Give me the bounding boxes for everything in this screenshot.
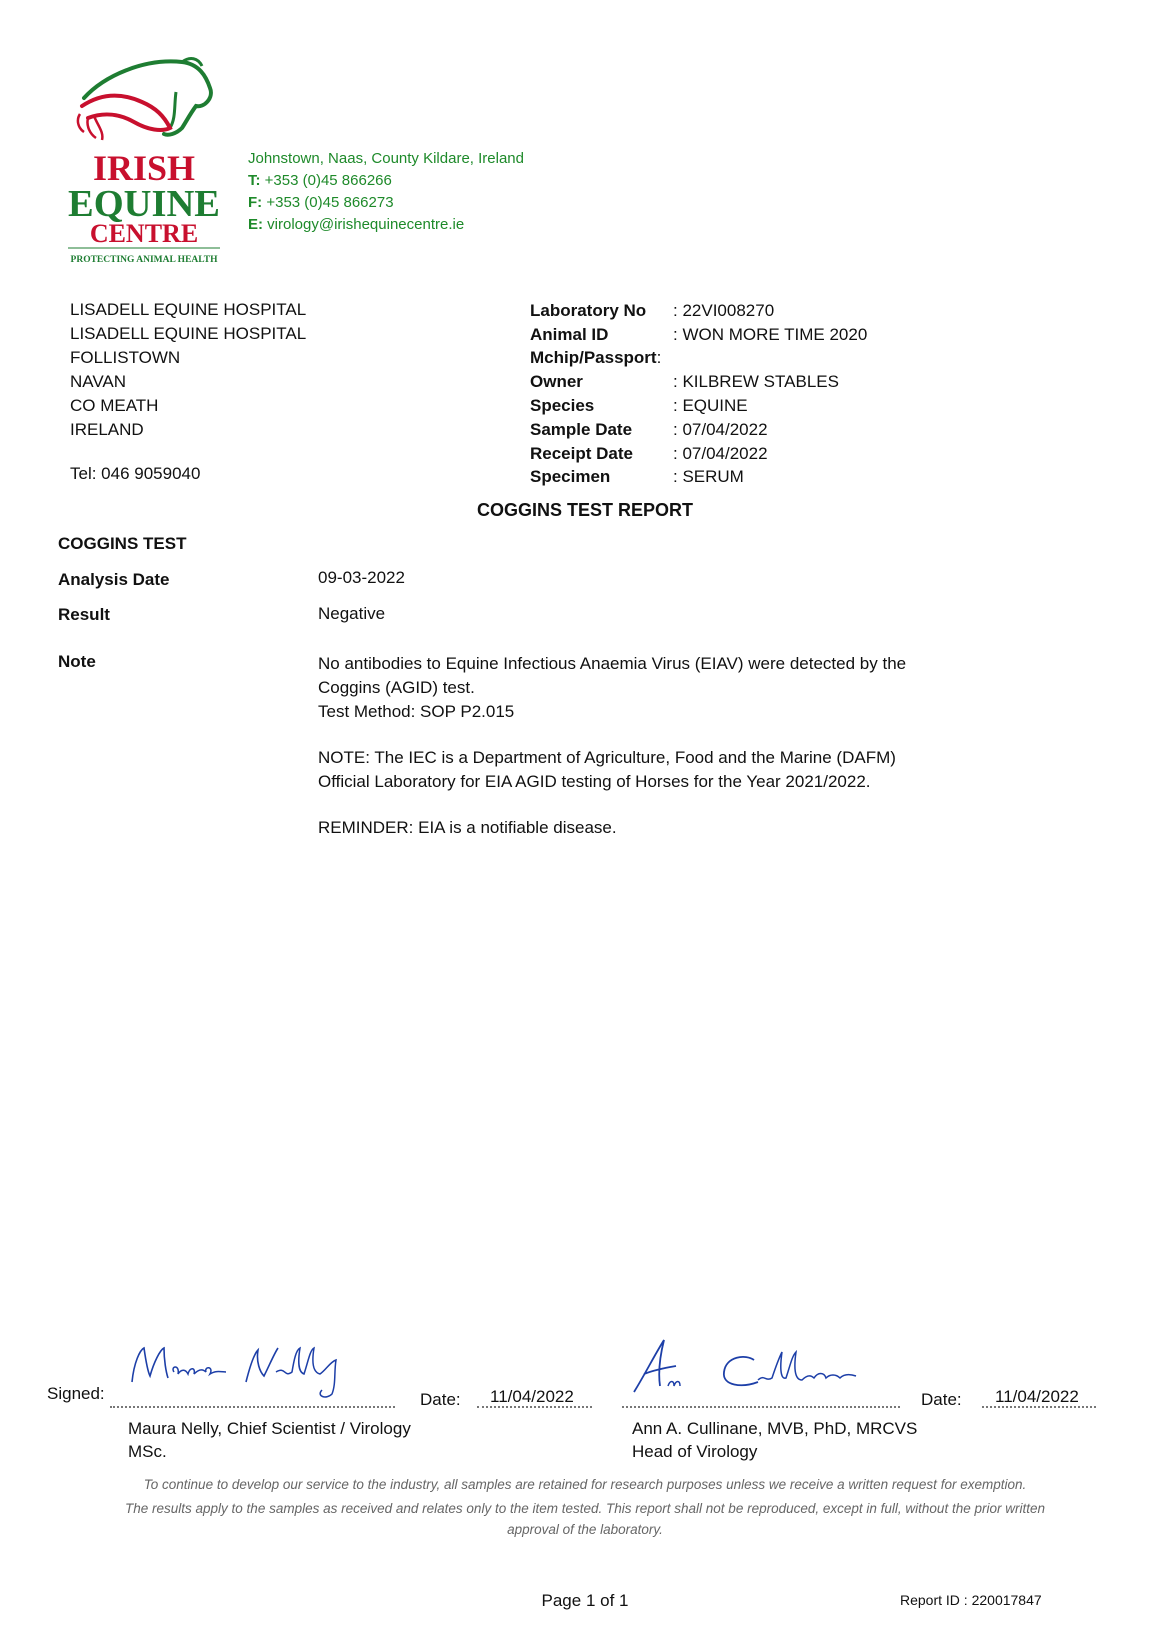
handwritten-signature-icon: [126, 1342, 406, 1402]
handwritten-signature-icon: [630, 1336, 890, 1398]
note-paragraph: Test Method: SOP P2.015: [318, 702, 515, 721]
note-label: Note: [58, 652, 96, 671]
signatory-name: [632, 1417, 917, 1463]
info-label: Animal ID: [530, 324, 609, 344]
info-row: [530, 442, 867, 466]
info-row: [530, 323, 867, 347]
lab-contact-block: [248, 148, 524, 236]
date-label: Date:: [921, 1390, 962, 1409]
info-value: : 07/04/2022: [673, 443, 768, 463]
svg-text:CENTRE: CENTRE: [89, 219, 199, 248]
info-label: Specimen: [530, 467, 611, 487]
lab-phone: T: +353 (0)45 866266: [248, 172, 392, 189]
address-line: CO MEATH: [70, 396, 159, 415]
info-label: Laboratory No: [530, 300, 647, 320]
client-address: [70, 298, 306, 442]
sample-info-table: [530, 299, 867, 489]
signature-ann-cullinane: [630, 1336, 890, 1398]
address-line: FOLLISTOWN: [70, 348, 181, 367]
note-text: [318, 652, 918, 862]
date-label: Date:: [420, 1390, 461, 1409]
signature-date: 11/04/2022: [995, 1387, 1079, 1406]
irish-equine-centre-logo: [64, 56, 228, 276]
lab-email: E: virology@irishequinecentre.ie: [248, 216, 465, 233]
page-number: Page 1 of 1: [541, 1591, 629, 1610]
info-label: Species: [530, 396, 595, 416]
address-line: LISADELL EQUINE HOSPITAL: [70, 324, 307, 343]
signature-date: 11/04/2022: [490, 1387, 574, 1406]
note-paragraph: REMINDER: EIA is a notifiable disease.: [318, 818, 617, 837]
date-line: [477, 1406, 592, 1408]
info-value: : KILBREW STABLES: [673, 372, 839, 392]
lab-fax: F: +353 (0)45 866273: [248, 194, 394, 211]
report-id: Report ID : 220017847: [900, 1592, 1042, 1608]
address-line: NAVAN: [70, 372, 127, 391]
info-row: [530, 299, 867, 323]
info-label: Owner: [530, 372, 583, 392]
info-value: : 22VI008270: [673, 300, 775, 320]
lab-address: Johnstown, Naas, County Kildare, Ireland: [248, 150, 524, 167]
signed-label: Signed:: [47, 1384, 105, 1403]
signatory-name: [128, 1417, 411, 1463]
address-line: IRELAND: [70, 420, 144, 439]
svg-text:IRISH: IRISH: [92, 148, 196, 188]
address-line: LISADELL EQUINE HOSPITAL: [70, 300, 307, 319]
report-title: COGGINS TEST REPORT: [476, 500, 694, 520]
note-paragraph: NOTE: The IEC is a Department of Agriculture, Food and the Marine (DAFM) Official Laboratory for EIA AGID testing of Horses for the Year 2021/2022.: [318, 748, 896, 791]
info-row: [530, 418, 867, 442]
result-label: Result: [58, 605, 110, 624]
analysis-date-label: Analysis Date: [58, 570, 170, 589]
signature-line: [110, 1406, 395, 1408]
test-heading: COGGINS TEST: [58, 534, 187, 553]
disclaimer-note: The results apply to the samples as received and relates only to the item tested. This report shall not be reproduced, except in full, without the prior written approval of the laboratory.: [125, 1501, 1045, 1537]
client-tel: Tel: 046 9059040: [70, 464, 201, 483]
signatory-title: Ann A. Cullinane, MVB, PhD, MRCVS: [632, 1419, 918, 1438]
info-row: [530, 370, 867, 394]
info-value: : 07/04/2022: [673, 419, 768, 439]
signature-line: [622, 1406, 900, 1408]
svg-text:PROTECTING ANIMAL HEALTH: PROTECTING ANIMAL HEALTH: [70, 255, 218, 265]
signatory-qualification: MSc.: [128, 1442, 167, 1461]
horse-logo-icon: [64, 56, 228, 276]
analysis-date-value: 09-03-2022: [318, 568, 405, 587]
signatory-role: Head of Virology: [632, 1442, 758, 1461]
signature-maura-nelly: [126, 1342, 406, 1402]
info-value: : SERUM: [673, 467, 744, 487]
info-value: :: [656, 348, 662, 368]
date-line: [982, 1406, 1096, 1408]
note-paragraph: No antibodies to Equine Infectious Anaemia Virus (EIAV) were detected by the Coggins (AGID) test.: [318, 654, 907, 697]
info-value: : EQUINE: [673, 396, 748, 416]
result-value: Negative: [318, 604, 386, 623]
info-label: Sample Date: [530, 419, 633, 439]
info-value: : WON MORE TIME 2020: [673, 324, 868, 344]
info-row: [530, 347, 867, 371]
info-row: [530, 466, 867, 490]
retention-note: To continue to develop our service to the industry, all samples are retained for research purposes unless we receive a written request for exemption.: [143, 1477, 1027, 1492]
info-row: [530, 394, 867, 418]
info-label: Receipt Date: [530, 443, 633, 463]
signatory-title: Maura Nelly, Chief Scientist / Virology: [128, 1419, 411, 1438]
info-label: Mchip/Passport: [530, 348, 657, 368]
svg-text:EQUINE: EQUINE: [68, 183, 220, 225]
